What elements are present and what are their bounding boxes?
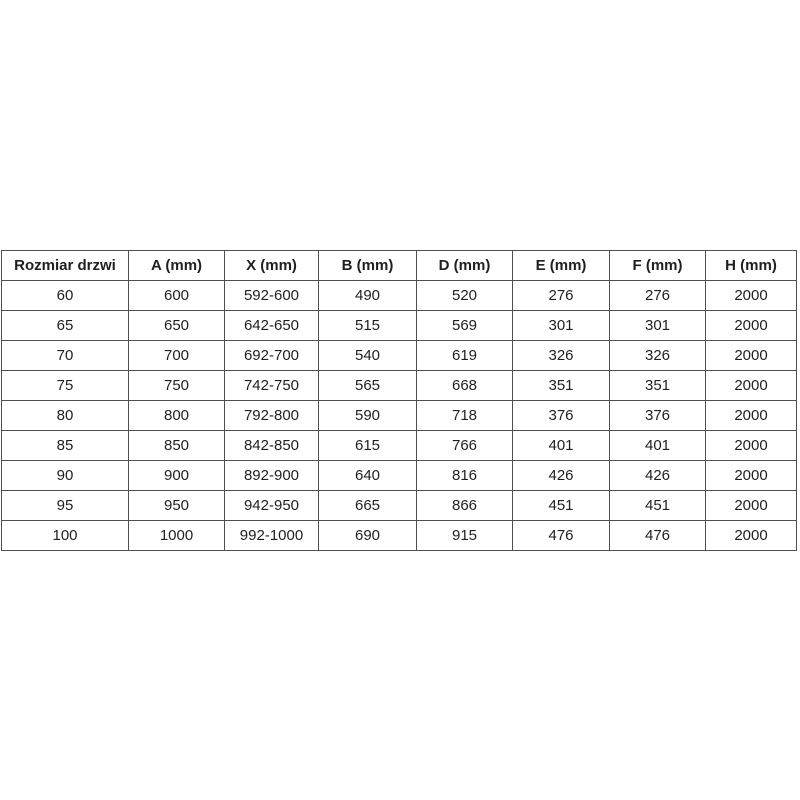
table-cell: 842-850 bbox=[225, 431, 319, 461]
table-cell: 2000 bbox=[706, 461, 797, 491]
table-row bbox=[2, 371, 797, 401]
table-cell: 640 bbox=[319, 461, 417, 491]
table-row bbox=[2, 521, 797, 551]
table-cell: 80 bbox=[2, 401, 129, 431]
table-cell: 276 bbox=[610, 281, 706, 311]
table-cell: 301 bbox=[513, 311, 610, 341]
table-cell: 515 bbox=[319, 311, 417, 341]
table-cell: 850 bbox=[129, 431, 225, 461]
table-cell: 665 bbox=[319, 491, 417, 521]
table-cell: 816 bbox=[417, 461, 513, 491]
column-header: A (mm) bbox=[129, 251, 225, 281]
table-cell: 401 bbox=[610, 431, 706, 461]
table-row bbox=[2, 341, 797, 371]
column-header: B (mm) bbox=[319, 251, 417, 281]
table-cell: 60 bbox=[2, 281, 129, 311]
table-cell: 668 bbox=[417, 371, 513, 401]
table-row bbox=[2, 491, 797, 521]
table-cell: 742-750 bbox=[225, 371, 319, 401]
table-row bbox=[2, 281, 797, 311]
table-cell: 866 bbox=[417, 491, 513, 521]
table-row bbox=[2, 311, 797, 341]
table-cell: 569 bbox=[417, 311, 513, 341]
table-cell: 766 bbox=[417, 431, 513, 461]
column-header: X (mm) bbox=[225, 251, 319, 281]
table-cell: 90 bbox=[2, 461, 129, 491]
table-cell: 642-650 bbox=[225, 311, 319, 341]
table-cell: 915 bbox=[417, 521, 513, 551]
table-cell: 95 bbox=[2, 491, 129, 521]
table-cell: 326 bbox=[513, 341, 610, 371]
table-cell: 992-1000 bbox=[225, 521, 319, 551]
column-header: E (mm) bbox=[513, 251, 610, 281]
table-row bbox=[2, 401, 797, 431]
table-cell: 376 bbox=[610, 401, 706, 431]
column-header: F (mm) bbox=[610, 251, 706, 281]
table-cell: 100 bbox=[2, 521, 129, 551]
table-cell: 2000 bbox=[706, 401, 797, 431]
table-header bbox=[2, 251, 797, 281]
table-cell: 85 bbox=[2, 431, 129, 461]
table-cell: 590 bbox=[319, 401, 417, 431]
table-cell: 70 bbox=[2, 341, 129, 371]
table-cell: 950 bbox=[129, 491, 225, 521]
table-header-row bbox=[2, 251, 797, 281]
table-cell: 301 bbox=[610, 311, 706, 341]
table-cell: 326 bbox=[610, 341, 706, 371]
column-header: Rozmiar drzwi bbox=[2, 251, 129, 281]
table-cell: 401 bbox=[513, 431, 610, 461]
table-cell: 276 bbox=[513, 281, 610, 311]
table-cell: 942-950 bbox=[225, 491, 319, 521]
table-cell: 900 bbox=[129, 461, 225, 491]
table-cell: 451 bbox=[610, 491, 706, 521]
table-row bbox=[2, 431, 797, 461]
table-cell: 2000 bbox=[706, 341, 797, 371]
column-header: H (mm) bbox=[706, 251, 797, 281]
table-cell: 75 bbox=[2, 371, 129, 401]
door-size-table bbox=[1, 250, 797, 551]
table-cell: 650 bbox=[129, 311, 225, 341]
table-cell: 2000 bbox=[706, 281, 797, 311]
table-cell: 65 bbox=[2, 311, 129, 341]
table-cell: 426 bbox=[610, 461, 706, 491]
table-cell: 692-700 bbox=[225, 341, 319, 371]
table-body bbox=[2, 281, 797, 551]
table-row bbox=[2, 461, 797, 491]
table-cell: 540 bbox=[319, 341, 417, 371]
table-cell: 351 bbox=[610, 371, 706, 401]
table-cell: 792-800 bbox=[225, 401, 319, 431]
table-cell: 892-900 bbox=[225, 461, 319, 491]
table-cell: 2000 bbox=[706, 371, 797, 401]
table-cell: 700 bbox=[129, 341, 225, 371]
column-header: D (mm) bbox=[417, 251, 513, 281]
table-cell: 565 bbox=[319, 371, 417, 401]
table-cell: 351 bbox=[513, 371, 610, 401]
table-cell: 476 bbox=[610, 521, 706, 551]
table-cell: 520 bbox=[417, 281, 513, 311]
table-cell: 800 bbox=[129, 401, 225, 431]
table-cell: 592-600 bbox=[225, 281, 319, 311]
table-cell: 615 bbox=[319, 431, 417, 461]
table-cell: 490 bbox=[319, 281, 417, 311]
table-cell: 600 bbox=[129, 281, 225, 311]
table-cell: 619 bbox=[417, 341, 513, 371]
table-cell: 1000 bbox=[129, 521, 225, 551]
table-cell: 718 bbox=[417, 401, 513, 431]
table-cell: 690 bbox=[319, 521, 417, 551]
table-cell: 2000 bbox=[706, 311, 797, 341]
table-cell: 2000 bbox=[706, 491, 797, 521]
table-cell: 476 bbox=[513, 521, 610, 551]
table-cell: 451 bbox=[513, 491, 610, 521]
table-cell: 2000 bbox=[706, 431, 797, 461]
table-cell: 376 bbox=[513, 401, 610, 431]
table-cell: 750 bbox=[129, 371, 225, 401]
table-cell: 426 bbox=[513, 461, 610, 491]
table-cell: 2000 bbox=[706, 521, 797, 551]
